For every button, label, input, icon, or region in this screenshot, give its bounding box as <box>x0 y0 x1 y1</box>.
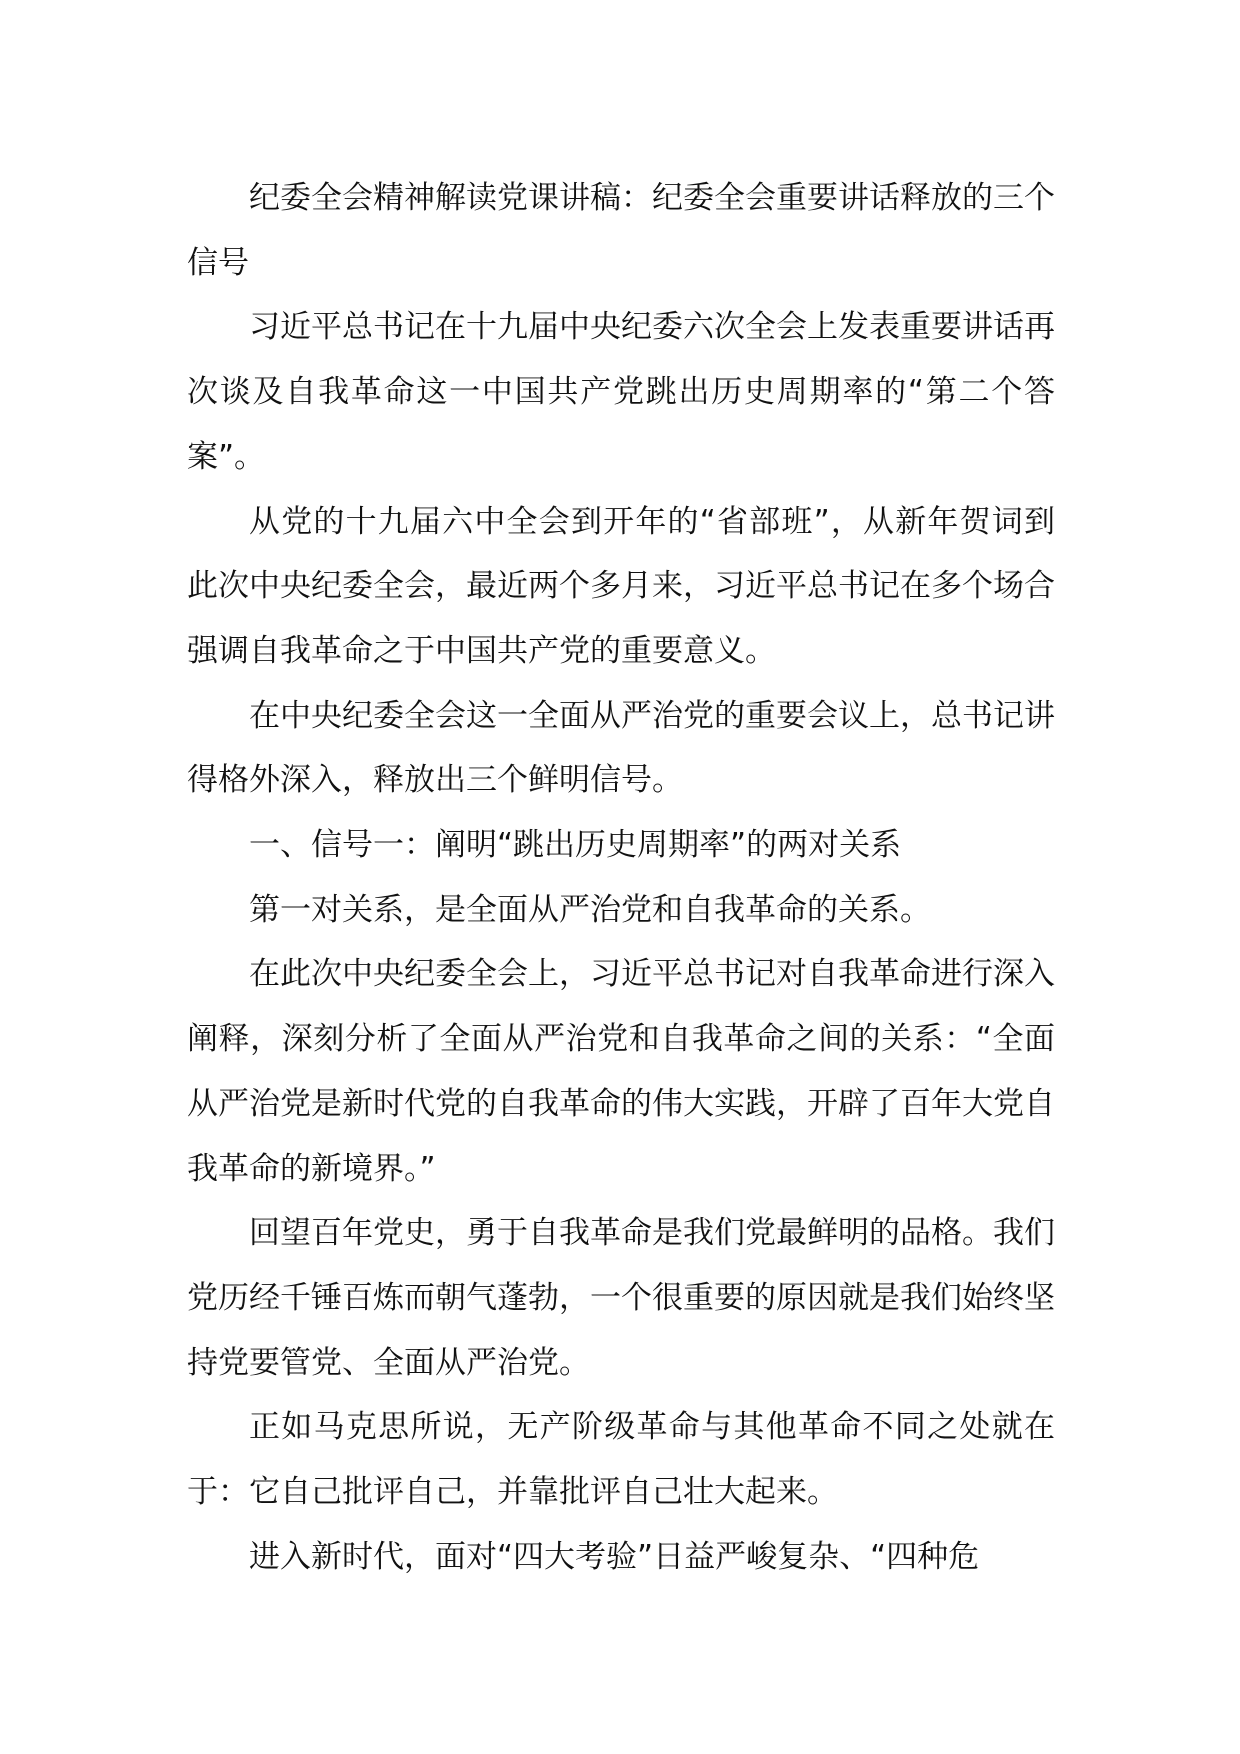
paragraph: 回望百年党史，勇于自我革命是我们党最鲜明的品格。我们党历经千锤百炼而朝气蓬勃，一个很重要的原因就是我们始终坚持党要管党、全面从严治党。 <box>187 1215 1055 1381</box>
paragraph: 习近平总书记在十九届中央纪委六次全会上发表重要讲话再次谈及自我革命这一中国共产党跳出历史周期率的“第二个答案”。 <box>187 309 1055 475</box>
paragraph: 第一对关系，是全面从严治党和自我革命的关系。 <box>249 891 931 928</box>
paragraph: 在中央纪委全会这一全面从严治党的重要会议上，总书记讲得格外深入，释放出三个鲜明信号。 <box>187 697 1055 799</box>
paragraph: 进入新时代，面对“四大考验”日益严峻复杂、“四种危 <box>249 1538 980 1575</box>
paragraph: 从党的十九届六中全会到开年的“省部班”，从新年贺词到此次中央纪委全会，最近两个多月来，习近平总书记在多个场合强调自我革命之于中国共产党的重要意义。 <box>187 503 1055 669</box>
document-body <box>187 166 1055 1589</box>
section-heading: 一、信号一：阐明“跳出历史周期率”的两对关系 <box>249 827 902 864</box>
paragraph: 正如马克思所说，无产阶级革命与其他革命不同之处就在于：它自己批评自己，并靠批评自己壮大起来。 <box>187 1409 1055 1511</box>
document-title: 纪委全会精神解读党课讲稿：纪委全会重要讲话释放的三个信号 <box>187 180 1055 281</box>
paragraph: 在此次中央纪委全会上，习近平总书记对自我革命进行深入阐释，深刻分析了全面从严治党和自我革命之间的关系：“全面从严治党是新时代党的自我革命的伟大实践，开辟了百年大党自我革命的新境界。” <box>187 956 1055 1187</box>
